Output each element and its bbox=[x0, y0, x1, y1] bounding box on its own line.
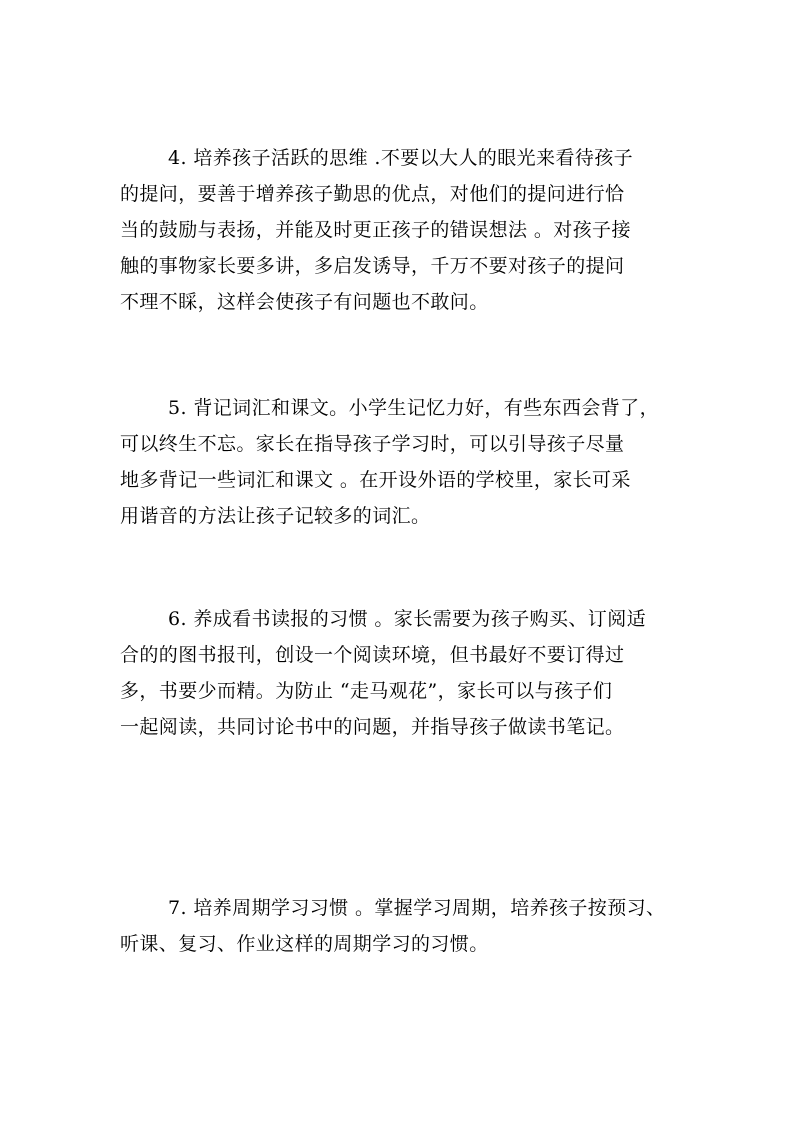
paragraph-line: 4. 培养孩子活跃的思维 .不要以大人的眼光来看待孩子 bbox=[168, 147, 634, 169]
paragraph-line: 多，书要少而精。为防止 “走马观花”，家长可以与孩子们 bbox=[120, 680, 613, 702]
paragraph-4-cultivate-active-thinking bbox=[120, 140, 695, 320]
paragraph-line: 的提问，要善于增养孩子勤思的优点，对他们的提问进行恰 bbox=[120, 183, 625, 205]
paragraph-5-memorize-vocabulary bbox=[120, 390, 695, 534]
paragraph-line: 听课、复习、作业这样的周期学习的习惯。 bbox=[120, 933, 489, 955]
paragraph-line: 可以终生不忘。家长在指导孩子学习时，可以引导孩子尽量 bbox=[120, 433, 625, 455]
paragraph-line: 5. 背记词汇和课文。小学生记忆力好，有些东西会背了， bbox=[168, 397, 659, 419]
paragraph-line: 合的的图书报刊，创设一个阅读环境，但书最好不要订得过 bbox=[120, 644, 625, 666]
paragraph-line: 用谐音的方法让孩子记较多的词汇。 bbox=[120, 505, 431, 527]
paragraph-7-periodic-study-habit bbox=[120, 890, 695, 962]
paragraph-line: 触的事物家长要多讲，多启发诱导，千万不要对孩子的提问 bbox=[120, 255, 625, 277]
paragraph-line: 6. 养成看书读报的习惯 。家长需要为孩子购买、订阅适 bbox=[168, 608, 647, 630]
paragraph-line: 不理不睬，这样会使孩子有问题也不敢问。 bbox=[120, 291, 489, 313]
paragraph-line: 7. 培养周期学习习惯 。掌握学习周期，培养孩子按预习、 bbox=[168, 897, 666, 919]
paragraph-line: 当的鼓励与表扬，并能及时更正孩子的错误想法 。对孩子接 bbox=[120, 219, 631, 241]
paragraph-6-reading-habit bbox=[120, 601, 695, 745]
paragraph-line: 一起阅读，共同讨论书中的问题，并指导孩子做读书笔记。 bbox=[120, 716, 625, 738]
paragraph-line: 地多背记一些词汇和课文 。在开设外语的学校里，家长可采 bbox=[120, 469, 631, 491]
